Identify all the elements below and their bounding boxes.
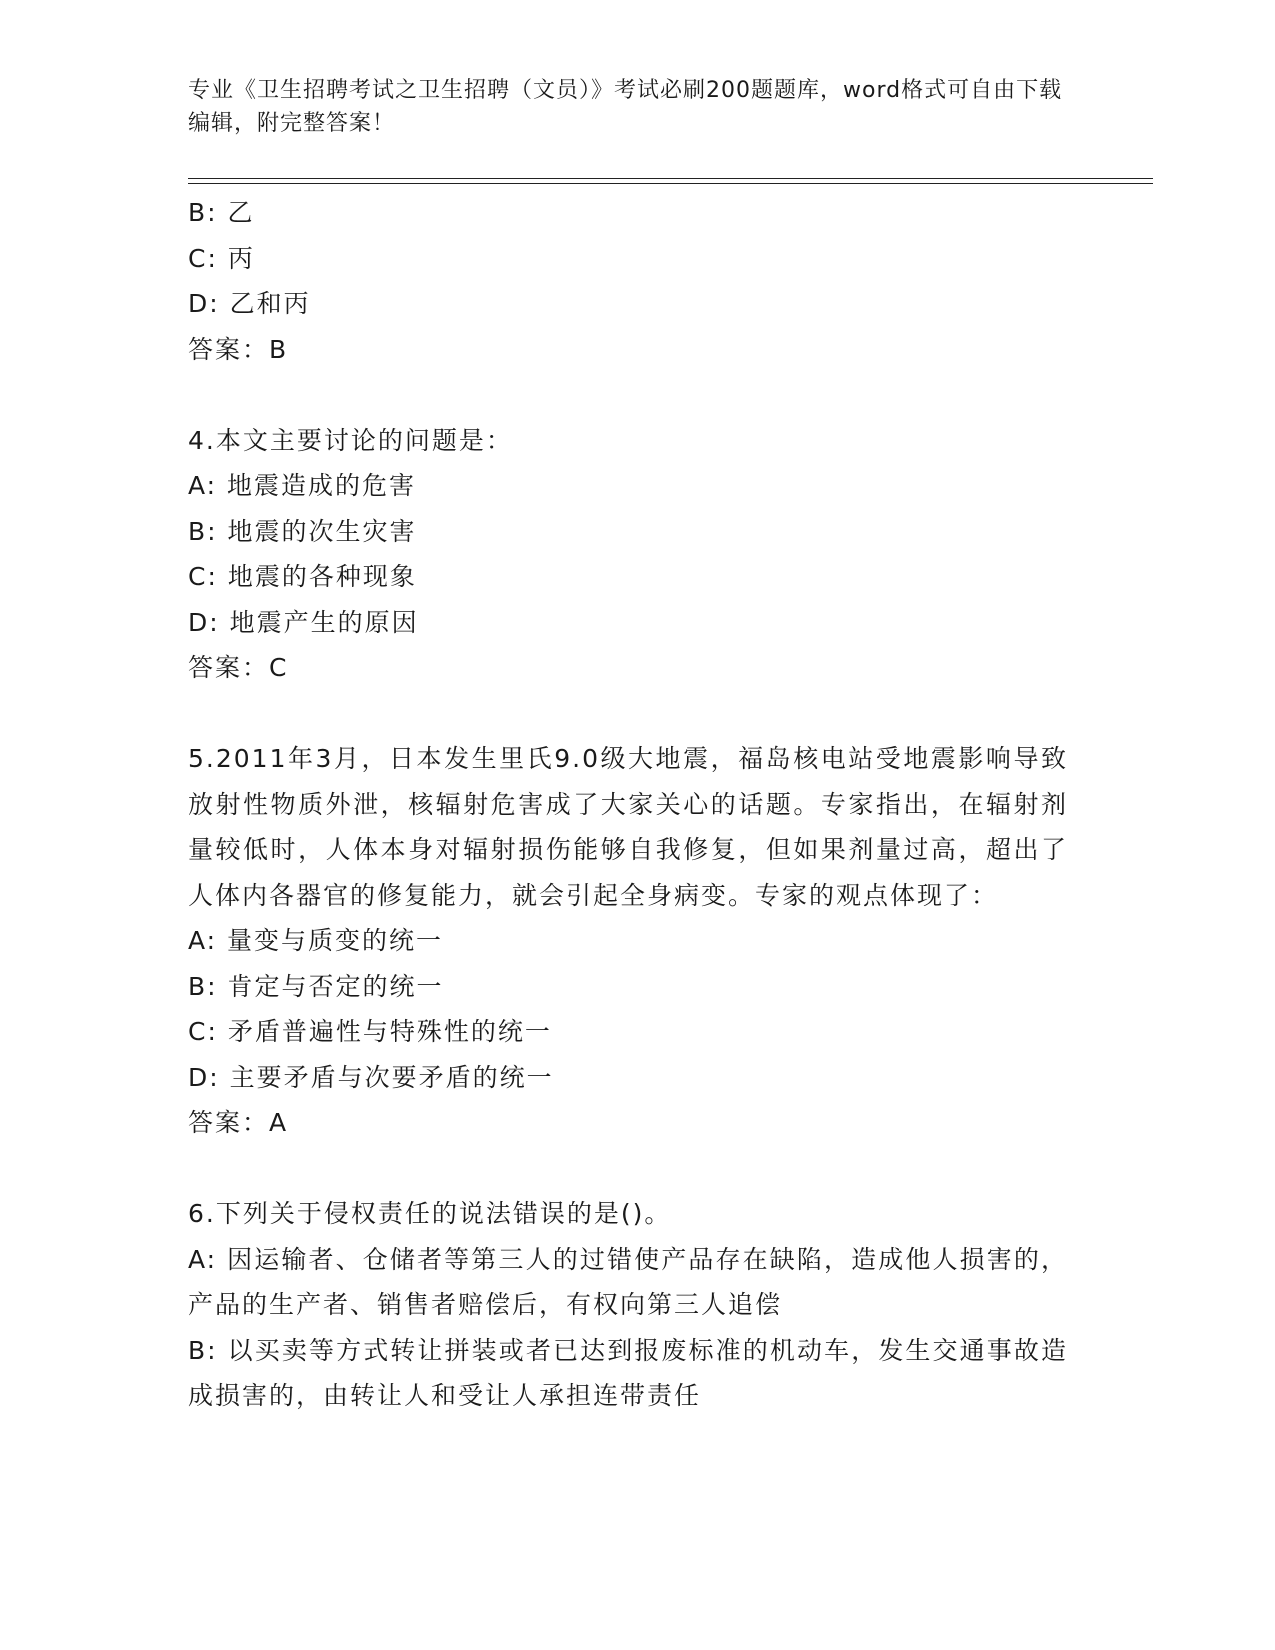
option-c: C: 矛盾普遍性与特殊性的统一 <box>188 1017 552 1046</box>
option-d: D: 地震产生的原因 <box>188 607 419 637</box>
option-a: A: 地震造成的危害 <box>188 471 417 500</box>
option-a: A: 因运输者、仓储者等第三人的过错使产品存在缺陷，造成他人损害的，产品的生产者、销售者赔偿后，有权向第三人追偿 <box>188 1244 1068 1319</box>
document-body <box>188 190 1068 1419</box>
option-d: D: 主要矛盾与次要矛盾的统一 <box>188 1062 554 1092</box>
spacer <box>188 691 1068 737</box>
answer-line: 答案：C <box>188 653 289 682</box>
page-header: 专业《卫生招聘考试之卫生招聘（文员）》考试必刷200题题库，word格式可自由下载编辑，附完整答案！ <box>188 78 1063 136</box>
question-stem: 4.本文主要讨论的问题是： <box>188 425 513 455</box>
spacer <box>188 1146 1068 1192</box>
option-b: B: 以买卖等方式转让拼装或者已达到报废标准的机动车，发生交通事故造成损害的，由转让人和受让人承担连带责任 <box>188 1335 1068 1410</box>
question-5 <box>188 736 1068 1146</box>
answer-line: 答案：A <box>188 1108 289 1137</box>
option-d: D: 乙和丙 <box>188 289 311 318</box>
header-divider <box>188 178 1153 184</box>
question-6 <box>188 1191 1068 1419</box>
answer-line: 答案：B <box>188 334 289 364</box>
option-c: C: 地震的各种现象 <box>188 562 417 591</box>
option-a: A: 量变与质变的统一 <box>188 926 444 955</box>
question-3-tail <box>188 190 1068 372</box>
option-b: B: 乙 <box>188 198 255 227</box>
spacer <box>188 372 1068 418</box>
option-b: B: 地震的次生灾害 <box>188 516 417 546</box>
option-c: C: 丙 <box>188 243 255 273</box>
question-4 <box>188 418 1068 691</box>
option-b: B: 肯定与否定的统一 <box>188 971 444 1001</box>
question-stem: 5.2011年3月，日本发生里氏9.0级大地震，福岛核电站受地震影响导致放射性物质外泄，核辐射危害成了大家关心的话题。专家指出，在辐射剂量较低时，人体本身对辐射损伤能够自我修复，但如果剂量过高，超出了人体内各器官的修复能力，就会引起全身病变。专家的观点体现了： <box>188 744 1068 910</box>
question-stem: 6.下列关于侵权责任的说法错误的是()。 <box>188 1199 672 1228</box>
